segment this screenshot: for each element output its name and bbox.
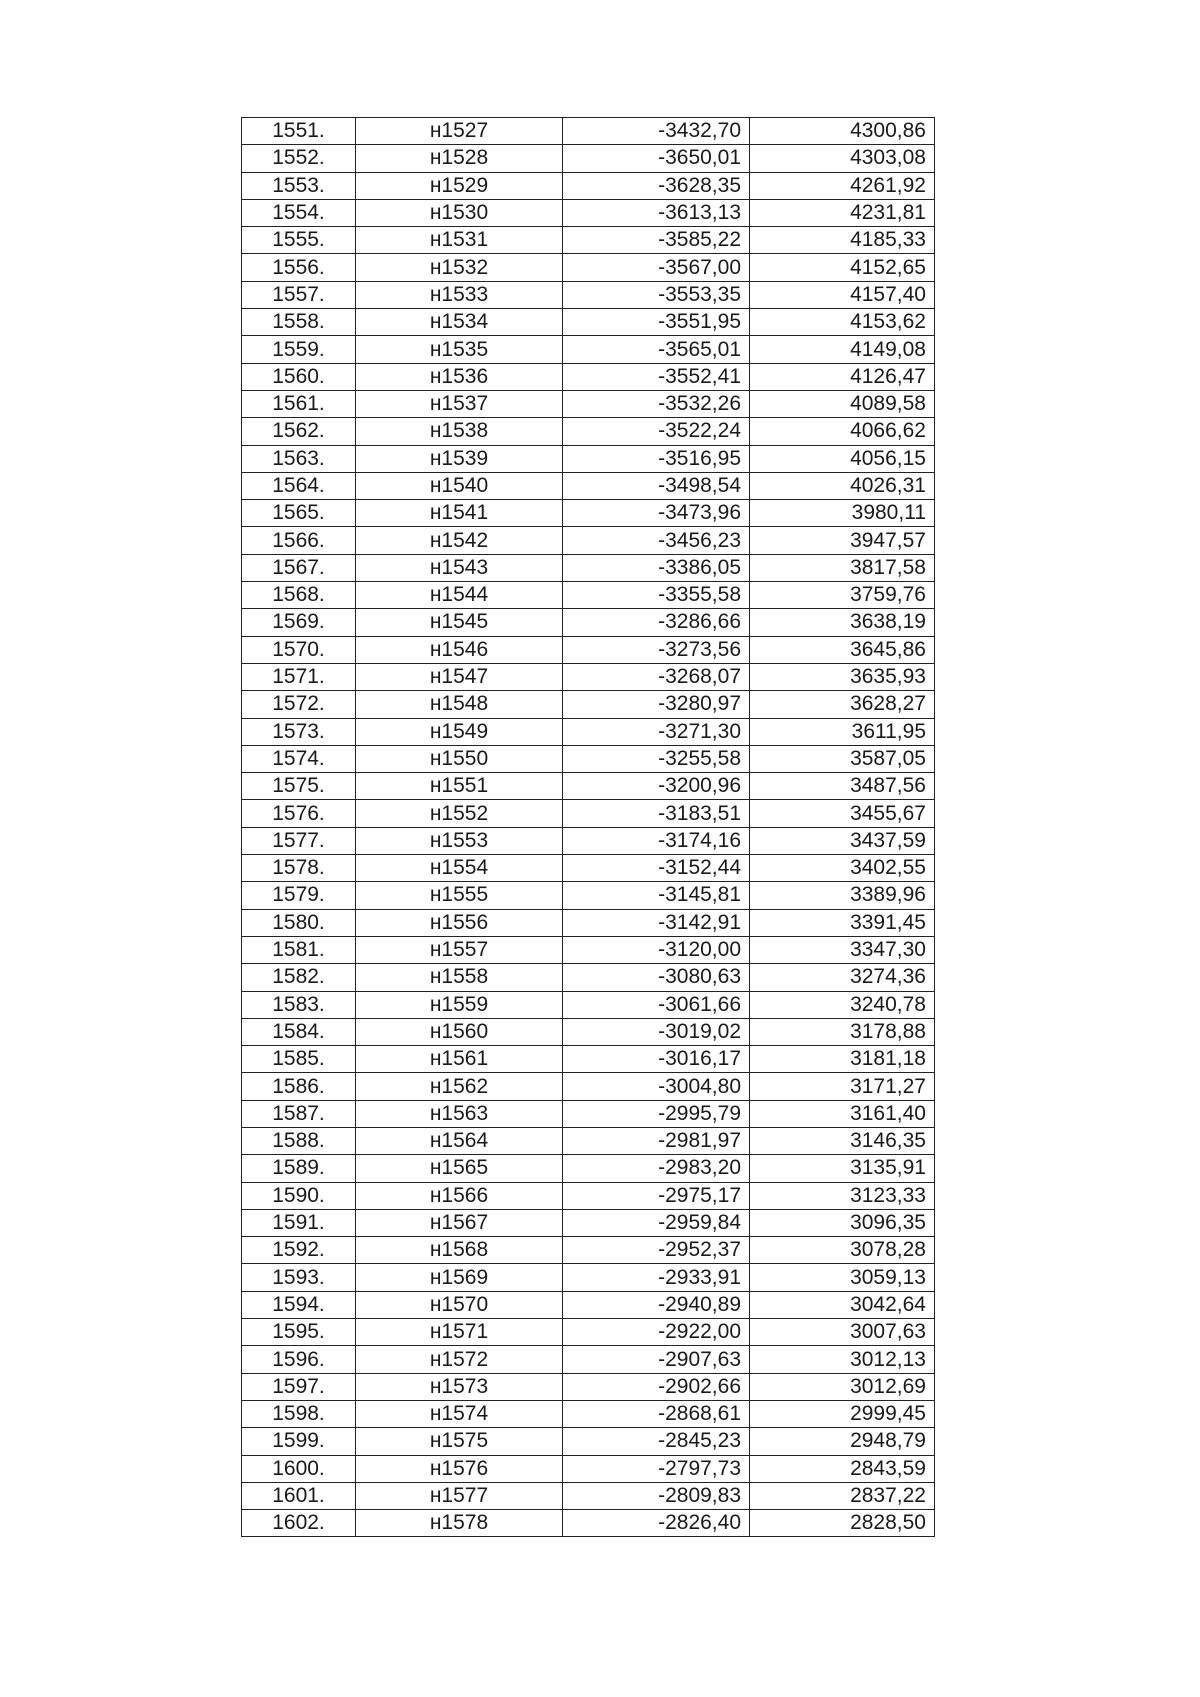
y-coordinate-cell: 3096,35 xyxy=(750,1209,935,1236)
y-coordinate-cell: 4026,31 xyxy=(750,472,935,499)
point-name-cell: н1551 xyxy=(356,773,563,800)
row-number-cell: 1569. xyxy=(242,609,356,636)
row-number-cell: 1583. xyxy=(242,991,356,1018)
x-coordinate-cell: -3522,24 xyxy=(563,418,750,445)
y-coordinate-cell: 3012,13 xyxy=(750,1346,935,1373)
row-number-cell: 1576. xyxy=(242,800,356,827)
x-coordinate-cell: -2975,17 xyxy=(563,1182,750,1209)
point-name-cell: н1529 xyxy=(356,172,563,199)
x-coordinate-cell: -3552,41 xyxy=(563,363,750,390)
x-coordinate-cell: -2959,84 xyxy=(563,1209,750,1236)
table-row xyxy=(242,336,935,363)
point-name-cell: н1572 xyxy=(356,1346,563,1373)
y-coordinate-cell: 3455,67 xyxy=(750,800,935,827)
table-row xyxy=(242,1373,935,1400)
y-coordinate-cell: 2999,45 xyxy=(750,1400,935,1427)
table-row xyxy=(242,254,935,281)
x-coordinate-cell: -3355,58 xyxy=(563,582,750,609)
x-coordinate-cell: -2809,83 xyxy=(563,1482,750,1509)
y-coordinate-cell: 3635,93 xyxy=(750,663,935,690)
point-name-cell: н1545 xyxy=(356,609,563,636)
table-row xyxy=(242,964,935,991)
x-coordinate-cell: -3080,63 xyxy=(563,964,750,991)
row-number-cell: 1592. xyxy=(242,1237,356,1264)
point-name-cell: н1566 xyxy=(356,1182,563,1209)
row-number-cell: 1598. xyxy=(242,1400,356,1427)
x-coordinate-cell: -3019,02 xyxy=(563,1018,750,1045)
coordinates-table-body xyxy=(242,118,935,1537)
y-coordinate-cell: 3078,28 xyxy=(750,1237,935,1264)
point-name-cell: н1568 xyxy=(356,1237,563,1264)
table-row xyxy=(242,363,935,390)
y-coordinate-cell: 3611,95 xyxy=(750,718,935,745)
row-number-cell: 1596. xyxy=(242,1346,356,1373)
x-coordinate-cell: -3498,54 xyxy=(563,472,750,499)
y-coordinate-cell: 3389,96 xyxy=(750,882,935,909)
y-coordinate-cell: 3274,36 xyxy=(750,964,935,991)
table-row xyxy=(242,1127,935,1154)
y-coordinate-cell: 3146,35 xyxy=(750,1127,935,1154)
row-number-cell: 1580. xyxy=(242,909,356,936)
point-name-cell: н1570 xyxy=(356,1291,563,1318)
table-row xyxy=(242,636,935,663)
row-number-cell: 1557. xyxy=(242,281,356,308)
point-name-cell: н1565 xyxy=(356,1155,563,1182)
table-row xyxy=(242,1400,935,1427)
x-coordinate-cell: -2983,20 xyxy=(563,1155,750,1182)
row-number-cell: 1589. xyxy=(242,1155,356,1182)
y-coordinate-cell: 2828,50 xyxy=(750,1510,935,1537)
row-number-cell: 1565. xyxy=(242,500,356,527)
point-name-cell: н1547 xyxy=(356,663,563,690)
y-coordinate-cell: 3587,05 xyxy=(750,745,935,772)
point-name-cell: н1548 xyxy=(356,691,563,718)
point-name-cell: н1577 xyxy=(356,1482,563,1509)
row-number-cell: 1563. xyxy=(242,445,356,472)
table-row xyxy=(242,172,935,199)
row-number-cell: 1585. xyxy=(242,1046,356,1073)
point-name-cell: н1557 xyxy=(356,936,563,963)
point-name-cell: н1543 xyxy=(356,554,563,581)
row-number-cell: 1564. xyxy=(242,472,356,499)
x-coordinate-cell: -2902,66 xyxy=(563,1373,750,1400)
row-number-cell: 1578. xyxy=(242,855,356,882)
table-row xyxy=(242,1182,935,1209)
x-coordinate-cell: -3650,01 xyxy=(563,145,750,172)
y-coordinate-cell: 3347,30 xyxy=(750,936,935,963)
point-name-cell: н1531 xyxy=(356,227,563,254)
point-name-cell: н1553 xyxy=(356,827,563,854)
y-coordinate-cell: 3487,56 xyxy=(750,773,935,800)
table-row xyxy=(242,882,935,909)
table-row xyxy=(242,554,935,581)
x-coordinate-cell: -3174,16 xyxy=(563,827,750,854)
row-number-cell: 1574. xyxy=(242,745,356,772)
row-number-cell: 1554. xyxy=(242,199,356,226)
x-coordinate-cell: -3280,97 xyxy=(563,691,750,718)
x-coordinate-cell: -3553,35 xyxy=(563,281,750,308)
point-name-cell: н1542 xyxy=(356,527,563,554)
y-coordinate-cell: 3947,57 xyxy=(750,527,935,554)
table-row xyxy=(242,1428,935,1455)
table-row xyxy=(242,745,935,772)
point-name-cell: н1560 xyxy=(356,1018,563,1045)
y-coordinate-cell: 3181,18 xyxy=(750,1046,935,1073)
x-coordinate-cell: -3200,96 xyxy=(563,773,750,800)
row-number-cell: 1571. xyxy=(242,663,356,690)
x-coordinate-cell: -3567,00 xyxy=(563,254,750,281)
row-number-cell: 1579. xyxy=(242,882,356,909)
y-coordinate-cell: 3135,91 xyxy=(750,1155,935,1182)
point-name-cell: н1530 xyxy=(356,199,563,226)
table-row xyxy=(242,118,935,145)
row-number-cell: 1551. xyxy=(242,118,356,145)
table-row xyxy=(242,582,935,609)
table-row xyxy=(242,800,935,827)
table-row xyxy=(242,418,935,445)
table-row xyxy=(242,199,935,226)
y-coordinate-cell: 2837,22 xyxy=(750,1482,935,1509)
x-coordinate-cell: -3152,44 xyxy=(563,855,750,882)
y-coordinate-cell: 3628,27 xyxy=(750,691,935,718)
x-coordinate-cell: -3456,23 xyxy=(563,527,750,554)
table-row xyxy=(242,1291,935,1318)
row-number-cell: 1584. xyxy=(242,1018,356,1045)
point-name-cell: н1552 xyxy=(356,800,563,827)
x-coordinate-cell: -3565,01 xyxy=(563,336,750,363)
y-coordinate-cell: 3161,40 xyxy=(750,1100,935,1127)
row-number-cell: 1568. xyxy=(242,582,356,609)
row-number-cell: 1575. xyxy=(242,773,356,800)
table-row xyxy=(242,445,935,472)
point-name-cell: н1563 xyxy=(356,1100,563,1127)
table-row xyxy=(242,1046,935,1073)
x-coordinate-cell: -2907,63 xyxy=(563,1346,750,1373)
x-coordinate-cell: -2922,00 xyxy=(563,1319,750,1346)
table-row xyxy=(242,1319,935,1346)
table-row xyxy=(242,609,935,636)
point-name-cell: н1534 xyxy=(356,309,563,336)
table-row xyxy=(242,827,935,854)
table-row xyxy=(242,1510,935,1537)
x-coordinate-cell: -3271,30 xyxy=(563,718,750,745)
y-coordinate-cell: 3178,88 xyxy=(750,1018,935,1045)
point-name-cell: н1573 xyxy=(356,1373,563,1400)
y-coordinate-cell: 4089,58 xyxy=(750,390,935,417)
row-number-cell: 1577. xyxy=(242,827,356,854)
row-number-cell: 1572. xyxy=(242,691,356,718)
table-row xyxy=(242,1264,935,1291)
row-number-cell: 1597. xyxy=(242,1373,356,1400)
point-name-cell: н1562 xyxy=(356,1073,563,1100)
row-number-cell: 1560. xyxy=(242,363,356,390)
x-coordinate-cell: -2940,89 xyxy=(563,1291,750,1318)
x-coordinate-cell: -2952,37 xyxy=(563,1237,750,1264)
x-coordinate-cell: -2868,61 xyxy=(563,1400,750,1427)
y-coordinate-cell: 4261,92 xyxy=(750,172,935,199)
point-name-cell: н1564 xyxy=(356,1127,563,1154)
table-row xyxy=(242,281,935,308)
row-number-cell: 1599. xyxy=(242,1428,356,1455)
point-name-cell: н1571 xyxy=(356,1319,563,1346)
y-coordinate-cell: 3007,63 xyxy=(750,1319,935,1346)
table-row xyxy=(242,309,935,336)
row-number-cell: 1586. xyxy=(242,1073,356,1100)
x-coordinate-cell: -3004,80 xyxy=(563,1073,750,1100)
y-coordinate-cell: 4066,62 xyxy=(750,418,935,445)
x-coordinate-cell: -3432,70 xyxy=(563,118,750,145)
table-row xyxy=(242,663,935,690)
y-coordinate-cell: 3042,64 xyxy=(750,1291,935,1318)
y-coordinate-cell: 4300,86 xyxy=(750,118,935,145)
y-coordinate-cell: 3645,86 xyxy=(750,636,935,663)
point-name-cell: н1567 xyxy=(356,1209,563,1236)
y-coordinate-cell: 3171,27 xyxy=(750,1073,935,1100)
y-coordinate-cell: 4126,47 xyxy=(750,363,935,390)
table-row xyxy=(242,1018,935,1045)
x-coordinate-cell: -2981,97 xyxy=(563,1127,750,1154)
y-coordinate-cell: 3391,45 xyxy=(750,909,935,936)
point-name-cell: н1538 xyxy=(356,418,563,445)
row-number-cell: 1561. xyxy=(242,390,356,417)
table-row xyxy=(242,1346,935,1373)
table-row xyxy=(242,472,935,499)
row-number-cell: 1587. xyxy=(242,1100,356,1127)
y-coordinate-cell: 3759,76 xyxy=(750,582,935,609)
x-coordinate-cell: -3145,81 xyxy=(563,882,750,909)
y-coordinate-cell: 3059,13 xyxy=(750,1264,935,1291)
x-coordinate-cell: -3551,95 xyxy=(563,309,750,336)
point-name-cell: н1527 xyxy=(356,118,563,145)
point-name-cell: н1528 xyxy=(356,145,563,172)
x-coordinate-cell: -3183,51 xyxy=(563,800,750,827)
row-number-cell: 1593. xyxy=(242,1264,356,1291)
x-coordinate-cell: -3532,26 xyxy=(563,390,750,417)
row-number-cell: 1590. xyxy=(242,1182,356,1209)
row-number-cell: 1573. xyxy=(242,718,356,745)
y-coordinate-cell: 4056,15 xyxy=(750,445,935,472)
y-coordinate-cell: 3437,59 xyxy=(750,827,935,854)
y-coordinate-cell: 4149,08 xyxy=(750,336,935,363)
x-coordinate-cell: -3255,58 xyxy=(563,745,750,772)
row-number-cell: 1570. xyxy=(242,636,356,663)
y-coordinate-cell: 3123,33 xyxy=(750,1182,935,1209)
point-name-cell: н1546 xyxy=(356,636,563,663)
x-coordinate-cell: -2995,79 xyxy=(563,1100,750,1127)
point-name-cell: н1536 xyxy=(356,363,563,390)
table-row xyxy=(242,227,935,254)
table-row xyxy=(242,1237,935,1264)
row-number-cell: 1566. xyxy=(242,527,356,554)
x-coordinate-cell: -3061,66 xyxy=(563,991,750,1018)
row-number-cell: 1600. xyxy=(242,1455,356,1482)
y-coordinate-cell: 4185,33 xyxy=(750,227,935,254)
y-coordinate-cell: 4153,62 xyxy=(750,309,935,336)
point-name-cell: н1549 xyxy=(356,718,563,745)
row-number-cell: 1594. xyxy=(242,1291,356,1318)
y-coordinate-cell: 3817,58 xyxy=(750,554,935,581)
table-row xyxy=(242,1100,935,1127)
x-coordinate-cell: -3286,66 xyxy=(563,609,750,636)
row-number-cell: 1591. xyxy=(242,1209,356,1236)
x-coordinate-cell: -3585,22 xyxy=(563,227,750,254)
x-coordinate-cell: -3386,05 xyxy=(563,554,750,581)
table-row xyxy=(242,1482,935,1509)
x-coordinate-cell: -2845,23 xyxy=(563,1428,750,1455)
table-row xyxy=(242,909,935,936)
point-name-cell: н1544 xyxy=(356,582,563,609)
row-number-cell: 1601. xyxy=(242,1482,356,1509)
point-name-cell: н1561 xyxy=(356,1046,563,1073)
x-coordinate-cell: -3628,35 xyxy=(563,172,750,199)
point-name-cell: н1535 xyxy=(356,336,563,363)
point-name-cell: н1559 xyxy=(356,991,563,1018)
point-name-cell: н1555 xyxy=(356,882,563,909)
point-name-cell: н1537 xyxy=(356,390,563,417)
point-name-cell: н1550 xyxy=(356,745,563,772)
table-row xyxy=(242,718,935,745)
point-name-cell: н1576 xyxy=(356,1455,563,1482)
y-coordinate-cell: 3980,11 xyxy=(750,500,935,527)
y-coordinate-cell: 2843,59 xyxy=(750,1455,935,1482)
row-number-cell: 1555. xyxy=(242,227,356,254)
row-number-cell: 1562. xyxy=(242,418,356,445)
row-number-cell: 1595. xyxy=(242,1319,356,1346)
point-name-cell: н1533 xyxy=(356,281,563,308)
point-name-cell: н1539 xyxy=(356,445,563,472)
row-number-cell: 1581. xyxy=(242,936,356,963)
x-coordinate-cell: -3273,56 xyxy=(563,636,750,663)
row-number-cell: 1552. xyxy=(242,145,356,172)
table-row xyxy=(242,500,935,527)
row-number-cell: 1582. xyxy=(242,964,356,991)
table-row xyxy=(242,936,935,963)
x-coordinate-cell: -3142,91 xyxy=(563,909,750,936)
table-row xyxy=(242,390,935,417)
x-coordinate-cell: -3613,13 xyxy=(563,199,750,226)
x-coordinate-cell: -3516,95 xyxy=(563,445,750,472)
point-name-cell: н1569 xyxy=(356,1264,563,1291)
y-coordinate-cell: 3012,69 xyxy=(750,1373,935,1400)
table-row xyxy=(242,527,935,554)
table-row xyxy=(242,1155,935,1182)
point-name-cell: н1541 xyxy=(356,500,563,527)
point-name-cell: н1540 xyxy=(356,472,563,499)
y-coordinate-cell: 3638,19 xyxy=(750,609,935,636)
coordinates-table xyxy=(241,117,935,1537)
table-row xyxy=(242,855,935,882)
row-number-cell: 1553. xyxy=(242,172,356,199)
y-coordinate-cell: 4303,08 xyxy=(750,145,935,172)
point-name-cell: н1554 xyxy=(356,855,563,882)
y-coordinate-cell: 4157,40 xyxy=(750,281,935,308)
table-row xyxy=(242,1073,935,1100)
point-name-cell: н1556 xyxy=(356,909,563,936)
y-coordinate-cell: 4152,65 xyxy=(750,254,935,281)
row-number-cell: 1602. xyxy=(242,1510,356,1537)
table-row xyxy=(242,691,935,718)
table-row xyxy=(242,1209,935,1236)
y-coordinate-cell: 3240,78 xyxy=(750,991,935,1018)
row-number-cell: 1556. xyxy=(242,254,356,281)
row-number-cell: 1559. xyxy=(242,336,356,363)
table-row xyxy=(242,1455,935,1482)
x-coordinate-cell: -3016,17 xyxy=(563,1046,750,1073)
table-row xyxy=(242,991,935,1018)
x-coordinate-cell: -2826,40 xyxy=(563,1510,750,1537)
row-number-cell: 1588. xyxy=(242,1127,356,1154)
x-coordinate-cell: -3120,00 xyxy=(563,936,750,963)
point-name-cell: н1532 xyxy=(356,254,563,281)
row-number-cell: 1567. xyxy=(242,554,356,581)
x-coordinate-cell: -3268,07 xyxy=(563,663,750,690)
row-number-cell: 1558. xyxy=(242,309,356,336)
point-name-cell: н1575 xyxy=(356,1428,563,1455)
table-row xyxy=(242,145,935,172)
y-coordinate-cell: 4231,81 xyxy=(750,199,935,226)
table-row xyxy=(242,773,935,800)
x-coordinate-cell: -2933,91 xyxy=(563,1264,750,1291)
x-coordinate-cell: -3473,96 xyxy=(563,500,750,527)
point-name-cell: н1578 xyxy=(356,1510,563,1537)
point-name-cell: н1558 xyxy=(356,964,563,991)
y-coordinate-cell: 3402,55 xyxy=(750,855,935,882)
y-coordinate-cell: 2948,79 xyxy=(750,1428,935,1455)
point-name-cell: н1574 xyxy=(356,1400,563,1427)
x-coordinate-cell: -2797,73 xyxy=(563,1455,750,1482)
